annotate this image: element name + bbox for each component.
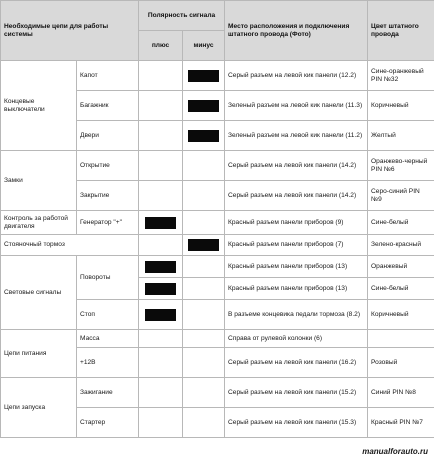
plus-cell: [139, 91, 183, 121]
table-row: [1, 61, 434, 91]
minus-cell: [183, 348, 225, 378]
item-cell: Стартер: [77, 408, 139, 438]
plus-cell: [139, 181, 183, 211]
color-cell: Сине-белый: [368, 211, 434, 235]
table-row: [1, 151, 434, 181]
location-cell: Красный разъем панели приборов (13): [225, 256, 368, 278]
location-cell: Красный разъем панели приборов (9): [225, 211, 368, 235]
polarity-marker: [145, 217, 176, 229]
minus-cell: [183, 256, 225, 278]
minus-cell: [183, 408, 225, 438]
minus-cell: [183, 378, 225, 408]
group-cell: Световые сигналы: [1, 256, 77, 330]
item-cell: Генератор "+": [77, 211, 139, 235]
color-cell: Розовый: [368, 348, 434, 378]
color-cell: [368, 330, 434, 348]
table-row: [1, 256, 434, 278]
minus-cell: [183, 330, 225, 348]
minus-cell: [183, 235, 225, 256]
header-plus: плюс: [139, 31, 183, 61]
item-cell: Зажигание: [77, 378, 139, 408]
color-cell: Коричневый: [368, 91, 434, 121]
location-cell: Серый разъем на левой кик панели (14.2): [225, 181, 368, 211]
minus-cell: [183, 61, 225, 91]
polarity-marker: [188, 130, 219, 142]
minus-cell: [183, 181, 225, 211]
plus-cell: [139, 330, 183, 348]
group-cell: Цепи питания: [1, 330, 77, 378]
polarity-marker: [188, 100, 219, 112]
location-cell: Красный разъем панели приборов (7): [225, 235, 368, 256]
item-cell: Багажник: [77, 91, 139, 121]
color-cell: Серо-синий PIN №9: [368, 181, 434, 211]
header-color: Цвет штатного провода: [368, 1, 434, 61]
group-cell: Цепи запуска: [1, 378, 77, 438]
plus-cell: [139, 378, 183, 408]
location-cell: Справа от рулевой колонки (6): [225, 330, 368, 348]
watermark: manualforauto.ru: [362, 447, 428, 456]
location-cell: Серый разъем на левой кик панели (15.2): [225, 378, 368, 408]
plus-cell: [139, 121, 183, 151]
header-polarity: Полярность сигнала: [139, 1, 225, 31]
plus-cell: [139, 300, 183, 330]
polarity-marker: [145, 283, 176, 295]
item-cell: Стоп: [77, 300, 139, 330]
location-cell: Зеленый разъем на левой кик панели (11.2): [225, 121, 368, 151]
minus-cell: [183, 121, 225, 151]
location-cell: Красный разъем панели приборов (13): [225, 278, 368, 300]
table-row: [1, 330, 434, 348]
color-cell: Коричневый: [368, 300, 434, 330]
polarity-marker: [188, 70, 219, 82]
item-cell: Открытие: [77, 151, 139, 181]
item-cell: +12В: [77, 348, 139, 378]
location-cell: Серый разъем на левой кик панели (14.2): [225, 151, 368, 181]
plus-cell: [139, 348, 183, 378]
plus-cell: [139, 151, 183, 181]
color-cell: Желтый: [368, 121, 434, 151]
item-cell: Капот: [77, 61, 139, 91]
color-cell: Оранжево-черный PIN №6: [368, 151, 434, 181]
polarity-marker: [145, 309, 176, 321]
item-cell: Повороты: [77, 256, 139, 300]
table-row: [1, 235, 434, 256]
table-row: [1, 378, 434, 408]
group-cell: Замки: [1, 151, 77, 211]
group-cell: Стояночный тормоз: [1, 235, 139, 256]
location-cell: Серый разъем на левой кик панели (12.2): [225, 61, 368, 91]
minus-cell: [183, 300, 225, 330]
item-cell: Закрытие: [77, 181, 139, 211]
location-cell: Серый разъем на левой кик панели (16.2): [225, 348, 368, 378]
minus-cell: [183, 91, 225, 121]
item-cell: Двери: [77, 121, 139, 151]
plus-cell: [139, 408, 183, 438]
color-cell: Синий PIN №8: [368, 378, 434, 408]
header-circuits: Необходимые цепи для работы системы: [1, 1, 139, 61]
color-cell: Зелено-красный: [368, 235, 434, 256]
item-cell: Масса: [77, 330, 139, 348]
plus-cell: [139, 278, 183, 300]
location-cell: Серый разъем на левой кик панели (15.3): [225, 408, 368, 438]
color-cell: Красный PIN №7: [368, 408, 434, 438]
table-row: [1, 211, 434, 235]
color-cell: Оранжевый: [368, 256, 434, 278]
minus-cell: [183, 211, 225, 235]
group-cell: Контроль за работой двигателя: [1, 211, 77, 235]
location-cell: В разъеме концевика педали тормоза (8.2): [225, 300, 368, 330]
header-minus: минус: [183, 31, 225, 61]
plus-cell: [139, 235, 183, 256]
header-location: Место расположения и подключения штатного провода (Фото): [225, 1, 368, 61]
minus-cell: [183, 278, 225, 300]
group-cell: Концевые выключатели: [1, 61, 77, 151]
plus-cell: [139, 61, 183, 91]
plus-cell: [139, 211, 183, 235]
color-cell: Сине-оранжевый PIN №32: [368, 61, 434, 91]
polarity-marker: [188, 239, 219, 251]
color-cell: Сине-белый: [368, 278, 434, 300]
minus-cell: [183, 151, 225, 181]
polarity-marker: [145, 261, 176, 273]
location-cell: Зеленый разъем на левой кик панели (11.3): [225, 91, 368, 121]
plus-cell: [139, 256, 183, 278]
